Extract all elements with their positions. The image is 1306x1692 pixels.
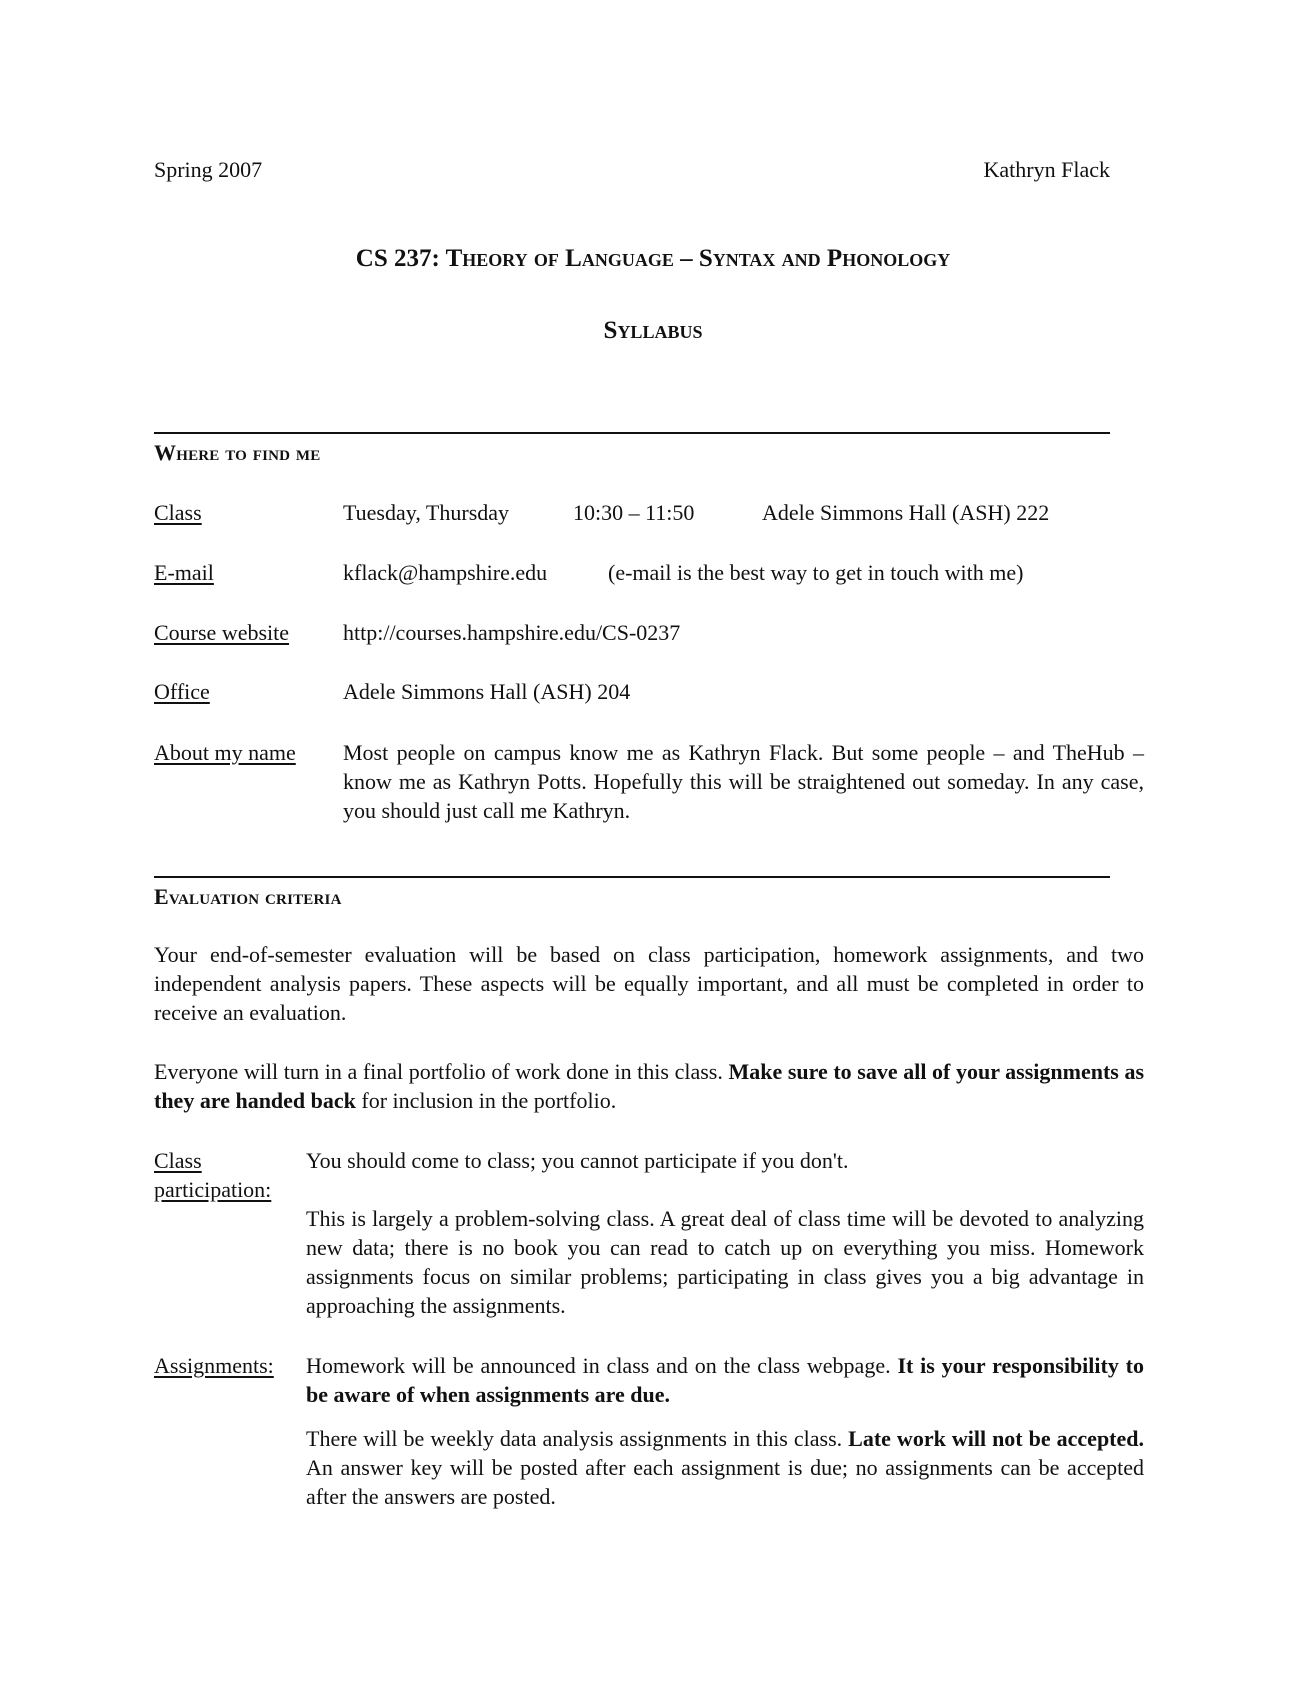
participation-text-2: This is largely a problem-solving class. A great deal of class time will be devoted to analyzing new data; there is no book you can read to catch up on everything you miss. Homework assignments focus on similar problems; participating in class gives you a big advantage in approaching the assignments. — [306, 1206, 1144, 1318]
assignments-text-2 — [306, 1424, 1144, 1511]
section-divider — [154, 876, 1110, 878]
portfolio-text-end: for inclusion in the portfolio. — [361, 1088, 617, 1113]
assignments-text-2-emphasis: Late work will not be accepted. — [848, 1426, 1145, 1451]
email-label: E-mail — [154, 560, 214, 585]
class-days: Tuesday, Thursday — [343, 500, 510, 525]
section-heading-evaluation: Evaluation criteria — [154, 884, 342, 909]
email-note: (e-mail is the best way to get in touch with me) — [608, 560, 1024, 585]
participation-label-line1: Class — [154, 1148, 202, 1173]
class-time: 10:30 – 11:50 — [573, 500, 695, 525]
assignments-label: Assignments: — [154, 1353, 274, 1378]
syllabus-subtitle: Syllabus — [603, 317, 703, 344]
assignments-text-1-start: Homework will be announced in class and on the class webpage. — [306, 1353, 891, 1378]
about-name-text: Most people on campus know me as Kathryn Flack. But some people – and TheHub – know me as Kathryn Potts. Hopefully this will be straightened out someday. In any case, you should just call me Kathryn. — [343, 740, 1144, 823]
assignments-text-1 — [306, 1351, 1144, 1409]
website-label: Course website — [154, 620, 290, 645]
email-address[interactable]: kflack@hampshire.edu — [343, 560, 548, 585]
participation-text-1: You should come to class; you cannot participate if you don't. — [306, 1148, 849, 1173]
office-location: Adele Simmons Hall (ASH) 204 — [343, 679, 631, 704]
portfolio-text: Everyone will turn in a final portfolio of work done in this class. — [154, 1059, 723, 1084]
evaluation-paragraph: Your end-of-semester evaluation will be based on class participation, homework assignments, and two independent analysis papers. These aspects will be equally important, and all must be completed in order to receive an evaluation. — [154, 942, 1144, 1025]
section-heading-contact: Where to find me — [154, 440, 321, 465]
portfolio-emphasis: Make sure to save all of your assignments as they are handed back — [154, 1059, 1145, 1113]
section-divider — [154, 432, 1110, 434]
instructor-name: Kathryn Flack — [983, 157, 1110, 182]
portfolio-paragraph — [154, 1057, 1144, 1115]
participation-label-line2: participation: — [154, 1177, 272, 1202]
course-website-link[interactable]: http://courses.hampshire.edu/CS-0237 — [343, 620, 681, 645]
term-text: Spring 2007 — [154, 157, 263, 182]
assignments-text-2-end: An answer key will be posted after each assignment is due; no assignments can be accepted after the answers are posted. — [306, 1455, 1144, 1509]
about-name-label: About my name — [154, 740, 296, 765]
assignments-text-2-start: There will be weekly data analysis assignments in this class. — [306, 1426, 843, 1451]
class-room: Adele Simmons Hall (ASH) 222 — [762, 500, 1050, 525]
office-label: Office — [154, 679, 210, 704]
assignments-text-1-emphasis: It is your responsibility to be aware of when assignments are due. — [306, 1353, 1145, 1407]
class-label: Class — [154, 500, 202, 525]
course-title: CS 237: Theory of Language – Syntax and Phonology — [355, 245, 951, 272]
